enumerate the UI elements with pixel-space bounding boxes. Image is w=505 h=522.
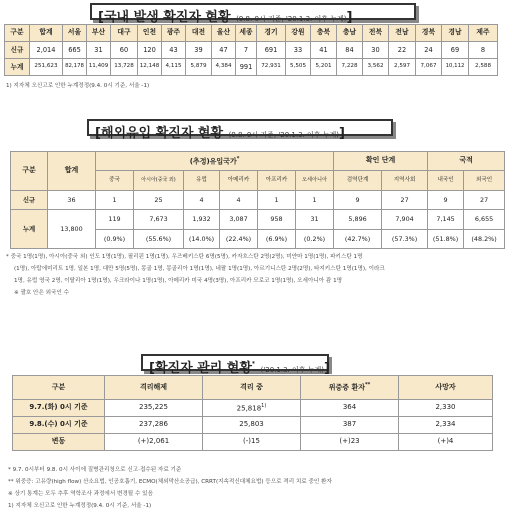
- table-cell: (14.0%): [184, 230, 220, 249]
- table-cell: 41: [311, 42, 337, 59]
- table-cell: (48.2%): [464, 230, 505, 249]
- table-cell: 8: [469, 42, 498, 59]
- section3-title: 확진자 관리 현황: [154, 361, 252, 376]
- table-cell: 237,286: [105, 417, 203, 434]
- table-cell: 4,115: [162, 59, 186, 76]
- header-cell: 경북: [416, 25, 442, 42]
- section1-title-box: [국내 발생 확진자 현황 (9.8. 0시 기준, '20.1.3. 이후 누계)]: [90, 3, 416, 20]
- table-cell: 2,597: [389, 59, 416, 76]
- header-cell: 강원: [286, 25, 311, 42]
- section1-note: 1) 지자체 오신고로 인한 누계정정(9.4. 0시 기준, 서울 -1): [6, 83, 150, 89]
- table-cell: 11,409: [87, 59, 111, 76]
- table-row: [13, 434, 493, 451]
- table-cell: 31: [87, 42, 111, 59]
- table-cell: 43: [162, 42, 186, 59]
- table-cell: 60: [111, 42, 138, 59]
- table-cell: 7,904: [382, 210, 428, 230]
- table-cell: (0.9%): [96, 230, 134, 249]
- table-cell: 2,330: [399, 400, 493, 417]
- section2-note-4: ※ 괄호 안은 외국인 수: [14, 290, 70, 296]
- table-cell: 991: [236, 59, 257, 76]
- section3-note-3: ※ 상기 통계는 모두 추후 역학조사 과정에서 변경될 수 있음: [8, 491, 153, 497]
- header-cell: 경남: [442, 25, 469, 42]
- section1-subtitle: (9.8. 0시 기준, '20.1.3. 이후 누계): [236, 15, 347, 23]
- header-cell: 충남: [337, 25, 363, 42]
- table-cell: 22: [389, 42, 416, 59]
- row-label: 9.8.(수) 0시 기준: [13, 417, 105, 434]
- table-cell: 1: [258, 191, 296, 210]
- table-cell: 7,673: [134, 210, 184, 230]
- table-cell: 84: [337, 42, 363, 59]
- table-cell: 25: [134, 191, 184, 210]
- table-cell: 691: [257, 42, 286, 59]
- row-label: 신규: [5, 42, 30, 59]
- case-management-table: [12, 375, 493, 451]
- header-cell: 합계: [30, 25, 63, 42]
- table-cell: 5,505: [286, 59, 311, 76]
- header-cell: 구분: [13, 376, 105, 400]
- table-cell: 364: [301, 400, 399, 417]
- table-cell: 5,879: [186, 59, 212, 76]
- table-cell: (42.7%): [334, 230, 382, 249]
- header-cell: 사망자: [399, 376, 493, 400]
- sub-header-cell: 지역사회: [382, 171, 428, 191]
- table-cell: 119: [96, 210, 134, 230]
- table-row: [11, 191, 505, 210]
- row-label: 누계: [5, 59, 30, 76]
- table-cell: 3,562: [363, 59, 389, 76]
- table-cell: 6,655: [464, 210, 505, 230]
- table-cell: 1: [96, 191, 134, 210]
- table-cell: 7: [236, 42, 257, 59]
- table-cell: 25,803: [203, 417, 301, 434]
- table-cell: 10,112: [442, 59, 469, 76]
- table-cell: 82,178: [63, 59, 87, 76]
- sub-header-cell: 중국: [96, 171, 134, 191]
- table-cell: (+)23: [301, 434, 399, 451]
- sub-header-cell: 외국인: [464, 171, 505, 191]
- header-cell: 서울: [63, 25, 87, 42]
- section2-note-2: (1명), 아랍에미리트 1명, 일본 1명, 대만 5명(5명), 몽골 1명, 몽골리아 1명(1명), 네팔 1명(1명), 아르기니스탄 2명(2명), 타지키스탄 1명(1명), 이라크: [14, 266, 385, 272]
- header-cell: 대전: [186, 25, 212, 42]
- table-cell: 4: [220, 191, 258, 210]
- table-cell: 12,148: [138, 59, 162, 76]
- sub-header-cell: 내국인: [428, 171, 464, 191]
- sub-header-cell: 아시아(중국 외): [134, 171, 184, 191]
- header-cell: 대구: [111, 25, 138, 42]
- section2-subtitle: (9.8. 0시 기준, '20.1.3. 이후 누계): [228, 131, 339, 139]
- table-row: [5, 42, 498, 59]
- header-cell: 전북: [363, 25, 389, 42]
- section1-title: 국내 발생 확진자 현황: [103, 10, 231, 25]
- table-cell: 24: [416, 42, 442, 59]
- section3-note-2: ** 위중증: 고유량(high flow) 산소요법, 인공호흡기, ECMO(체외막산소공급), CRRT(지속적신대체요법) 등으로 격리 치료 중인 환자: [8, 479, 332, 485]
- header-cell: 부산: [87, 25, 111, 42]
- table-cell: 72,931: [257, 59, 286, 76]
- header-cell: 격리 중: [203, 376, 301, 400]
- table-cell: 4: [184, 191, 220, 210]
- table-cell: 31: [296, 210, 334, 230]
- sub-header-cell: 오세아니아: [296, 171, 334, 191]
- table-cell: 120: [138, 42, 162, 59]
- group-stage: 확인 단계: [334, 152, 428, 171]
- col-gubun: 구분: [11, 152, 48, 191]
- table-cell: 5,201: [311, 59, 337, 76]
- header-cell: 위중증 환자**: [301, 376, 399, 400]
- header-cell: 울산: [212, 25, 236, 42]
- table-cell: 27: [382, 191, 428, 210]
- table-cell: 9: [428, 191, 464, 210]
- table-cell: 33: [286, 42, 311, 59]
- table-cell: 4,384: [212, 59, 236, 76]
- header-cell: 제주: [469, 25, 498, 42]
- group-nationality: 국적: [428, 152, 505, 171]
- header-cell: 격리해제: [105, 376, 203, 400]
- table-cell: 7,145: [428, 210, 464, 230]
- table-cell: (+)2,061: [105, 434, 203, 451]
- section2-title: 해외유입 확진자 현황: [100, 126, 224, 141]
- table-cell: 30: [363, 42, 389, 59]
- table-cell: (-)15: [203, 434, 301, 451]
- table-cell: 1: [296, 191, 334, 210]
- table-cell: 251,623: [30, 59, 63, 76]
- table-cell: 235,225: [105, 400, 203, 417]
- header-cell: 전남: [389, 25, 416, 42]
- imported-cases-table: [10, 151, 505, 249]
- row-label: 변동: [13, 434, 105, 451]
- sub-header-cell: 아메리카: [220, 171, 258, 191]
- table-cell: 36: [48, 191, 96, 210]
- header-cell: 인천: [138, 25, 162, 42]
- table-row: [13, 417, 493, 434]
- section2-note-3: 1명, 유럽 영국 2명, 이탈리아 1명(1명), 우크라이나 1명(1명), 아메리카 미국 4명(3명), 아프리카 모로코 1명(1명), 오세아니아 괌 1명: [14, 278, 343, 284]
- table-cell: 39: [186, 42, 212, 59]
- table-cell: 13,728: [111, 59, 138, 76]
- row-label: 9.7.(화) 0시 기준: [13, 400, 105, 417]
- header-cell: 세종: [236, 25, 257, 42]
- header-cell: 충북: [311, 25, 337, 42]
- table-cell: 7,067: [416, 59, 442, 76]
- group-country: (추정)유입국가*: [96, 152, 334, 171]
- table-cell: 9: [334, 191, 382, 210]
- table-row: [11, 210, 505, 230]
- table-cell: 7,228: [337, 59, 363, 76]
- table-cell: 665: [63, 42, 87, 59]
- domestic-cases-table: [4, 24, 498, 76]
- table-row: [5, 59, 498, 76]
- section3-note-1: * 9.7. 0시부터 9.8. 0시 사이에 질병관리청으로 신고·접수된 자료 기준: [8, 467, 182, 473]
- section3-title-box: [확진자 관리 현황* ('20.1.3. 이후 누계)]: [141, 354, 329, 371]
- sub-header-cell: 유럽: [184, 171, 220, 191]
- row-label: 신규: [11, 191, 48, 210]
- row-label: 누계: [11, 210, 48, 249]
- table-cell: (55.6%): [134, 230, 184, 249]
- table-cell: 13,800: [48, 210, 96, 249]
- table-cell: (6.9%): [258, 230, 296, 249]
- section3-note-4: 1) 지자체 오신고로 인한 누계정정(9.4. 0시 기준, 서울 -1): [8, 503, 152, 509]
- table-cell: 3,087: [220, 210, 258, 230]
- table-cell: 958: [258, 210, 296, 230]
- table-cell: 2,014: [30, 42, 63, 59]
- section3-subtitle: ('20.1.3. 이후 누계): [260, 366, 325, 374]
- section2-title-box: [해외유입 확진자 현황 (9.8. 0시 기준, '20.1.3. 이후 누계)]: [87, 119, 393, 136]
- header-cell: 경기: [257, 25, 286, 42]
- table-cell: 1,932: [184, 210, 220, 230]
- sub-header-cell: 검역단계: [334, 171, 382, 191]
- header-cell: 광주: [162, 25, 186, 42]
- table-cell: 27: [464, 191, 505, 210]
- col-total: 합계: [48, 152, 96, 191]
- table-cell: 387: [301, 417, 399, 434]
- table-row: [13, 400, 493, 417]
- table-header-row: [5, 25, 498, 42]
- table-cell: (+)4: [399, 434, 493, 451]
- table-cell: (0.2%): [296, 230, 334, 249]
- table-cell: 69: [442, 42, 469, 59]
- table-cell: 2,588: [469, 59, 498, 76]
- table-cell: (22.4%): [220, 230, 258, 249]
- section2-note-1: * 중국 1명(1명), 아시아(중국 외) 인도 1명(1명), 필리핀 1명(1명), 우즈베키스탄 6명(5명), 카자흐스탄 2명(2명), 미얀마 1명(1명), 파키스탄 1명: [6, 254, 363, 260]
- sub-header-cell: 아프리카: [258, 171, 296, 191]
- table-cell: 25,818$^{1)}$: [203, 400, 301, 417]
- table-cell: 5,896: [334, 210, 382, 230]
- table-cell: (57.3%): [382, 230, 428, 249]
- header-cell: 구분: [5, 25, 30, 42]
- table-cell: (51.8%): [428, 230, 464, 249]
- table-cell: 47: [212, 42, 236, 59]
- table-cell: 2,334: [399, 417, 493, 434]
